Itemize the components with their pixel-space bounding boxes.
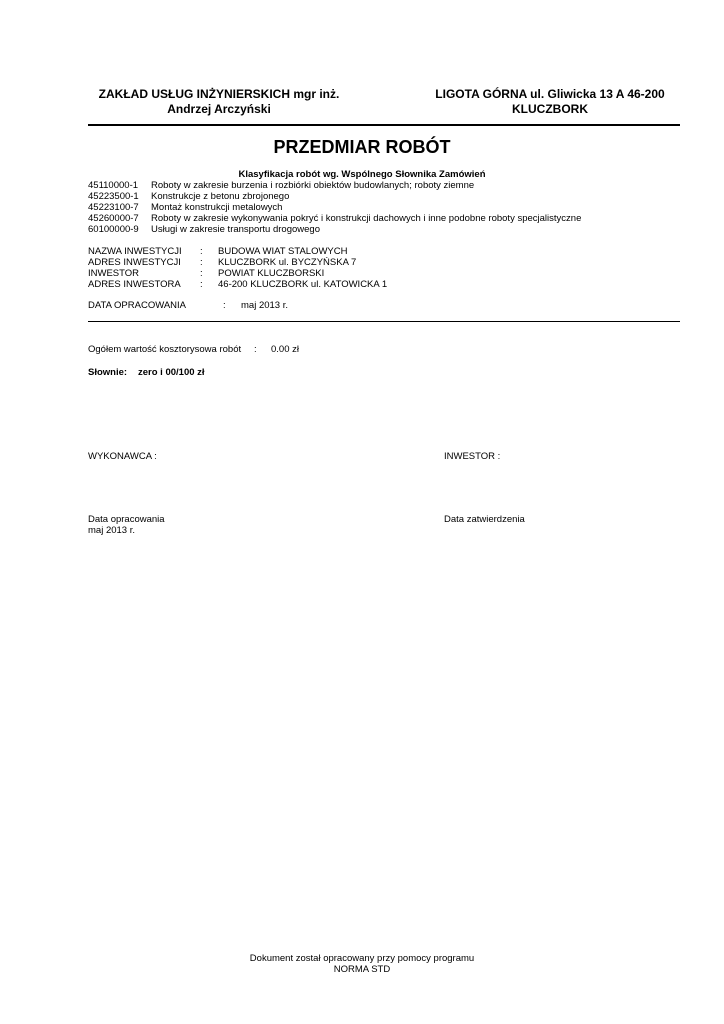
page-title: PRZEDMIAR ROBÓT <box>273 137 451 157</box>
cpv-code: 45260000-7 <box>88 213 139 224</box>
company-header <box>78 87 360 117</box>
amount-in-words-label: Słownie: <box>88 367 128 378</box>
company-owner: Andrzej Arczyński <box>167 102 271 116</box>
preparation-date-caption: Data opracowania <box>88 514 165 525</box>
header-divider <box>88 124 680 126</box>
investment-label: NAZWA INWESTYCJI <box>88 246 182 257</box>
company-name: ZAKŁAD USŁUG INŻYNIERSKICH mgr inż. <box>98 87 340 101</box>
cpv-description: Roboty w zakresie burzenia i rozbiórki obiektów budowlanych; roboty ziemne <box>151 180 475 191</box>
cpv-description: Usługi w zakresie transportu drogowego <box>151 224 320 235</box>
total-cost-label: Ogółem wartość kosztorysowa robót <box>88 344 242 355</box>
preparation-date-text: maj 2013 r. <box>88 524 135 536</box>
investor-label: INWESTOR : <box>444 451 501 462</box>
investment-colon: : <box>200 257 203 268</box>
investment-colon: : <box>200 246 203 257</box>
investment-label: ADRES INWESTORA <box>88 279 181 290</box>
investment-value: POWIAT KLUCZBORSKI <box>218 268 325 279</box>
preparation-date-block <box>88 515 165 537</box>
amount-in-words-value: zero i 00/100 zł <box>138 367 205 378</box>
preparation-date-label: DATA OPRACOWANIA <box>88 300 187 311</box>
total-cost-row <box>88 345 388 356</box>
preparation-date-colon: : <box>223 300 226 311</box>
investment-value: 46-200 KLUCZBORK ul. KATOWICKA 1 <box>218 279 388 290</box>
investment-value: KLUCZBORK ul. BYCZYŃSKA 7 <box>218 257 357 268</box>
total-cost-colon: : <box>254 344 257 355</box>
cpv-code: 45223500-1 <box>88 191 139 202</box>
footer-line-1: Dokument został opracowany przy pomocy programu <box>249 953 475 964</box>
cpv-code: 60100000-9 <box>88 224 139 235</box>
approval-date-label: Data zatwierdzenia <box>444 514 525 525</box>
preparation-date-value: maj 2013 r. <box>241 300 288 311</box>
cpv-description: Konstrukcje z betonu zbrojonego <box>151 191 290 202</box>
investment-colon: : <box>200 268 203 279</box>
cpv-code: 45110000-1 <box>88 180 139 191</box>
cpv-description: Roboty w zakresie wykonywania pokryć i konstrukcji dachowych i inne podobne roboty specjalistyczne <box>151 213 582 224</box>
investment-value: BUDOWA WIAT STALOWYCH <box>218 246 348 257</box>
cpv-code: 45223100-7 <box>88 202 139 213</box>
investment-label: INWESTOR <box>88 268 140 279</box>
footer <box>0 954 724 976</box>
cpv-description: Montaż konstrukcji metalowych <box>151 202 283 213</box>
footer-line-2: NORMA STD <box>333 963 391 975</box>
investment-colon: : <box>200 279 203 290</box>
investment-label: ADRES INWESTYCJI <box>88 257 181 268</box>
info-divider <box>88 321 680 322</box>
classification-heading: Klasyfikacja robót wg. Wspólnego Słownika Zamówień <box>238 169 486 180</box>
total-cost-value: 0.00 zł <box>271 344 299 355</box>
company-address <box>420 87 680 117</box>
amount-in-words-row <box>88 368 388 379</box>
address-city: KLUCZBORK <box>512 102 588 116</box>
contractor-label: WYKONAWCA : <box>88 451 157 462</box>
address-street: LIGOTA GÓRNA ul. Gliwicka 13 A 46-200 <box>435 87 665 101</box>
